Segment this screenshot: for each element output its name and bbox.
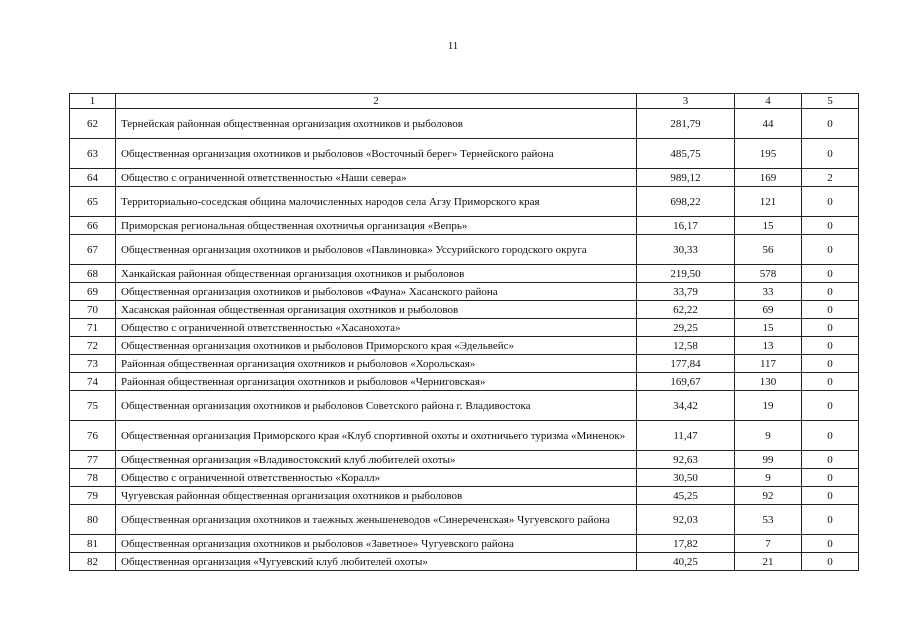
row-number: 73	[70, 355, 116, 373]
value-col-5: 0	[802, 139, 859, 169]
row-number: 78	[70, 469, 116, 487]
value-col-3: 30,50	[637, 469, 735, 487]
table-row	[70, 109, 859, 139]
value-col-4: 195	[735, 139, 802, 169]
value-col-5: 0	[802, 187, 859, 217]
value-col-4: 7	[735, 535, 802, 553]
value-col-3: 219,50	[637, 265, 735, 283]
value-col-5: 0	[802, 487, 859, 505]
header-cell: 3	[637, 94, 735, 109]
table-row	[70, 355, 859, 373]
table-body	[70, 109, 859, 571]
value-col-3: 29,25	[637, 319, 735, 337]
value-col-3: 17,82	[637, 535, 735, 553]
value-col-4: 9	[735, 469, 802, 487]
organization-name: Общественная организация охотников и таежных женьшеневодов «Синереченская» Чугуевского района	[116, 505, 637, 535]
organization-name: Территориально-соседская община малочисленных народов села Агзу Приморского края	[116, 187, 637, 217]
organization-name: Общественная организация охотников и рыболовов Советского района г. Владивостока	[116, 391, 637, 421]
value-col-4: 44	[735, 109, 802, 139]
organization-name: Общественная организация «Владивостокский клуб любителей охоты»	[116, 451, 637, 469]
value-col-4: 33	[735, 283, 802, 301]
organization-name: Районная общественная организация охотников и рыболовов «Хорольская»	[116, 355, 637, 373]
table-row	[70, 421, 859, 451]
value-col-5: 0	[802, 535, 859, 553]
row-number: 65	[70, 187, 116, 217]
value-col-5: 0	[802, 235, 859, 265]
table-row	[70, 187, 859, 217]
table-row	[70, 553, 859, 571]
value-col-3: 281,79	[637, 109, 735, 139]
organization-name: Ханкайская районная общественная организация охотников и рыболовов	[116, 265, 637, 283]
row-number: 74	[70, 373, 116, 391]
value-col-3: 62,22	[637, 301, 735, 319]
value-col-4: 13	[735, 337, 802, 355]
organization-name: Общественная организация Приморского края «Клуб спортивной охоты и охотничьего туризма «Миненок»	[116, 421, 637, 451]
value-col-5: 0	[802, 469, 859, 487]
value-col-3: 485,75	[637, 139, 735, 169]
value-col-3: 92,63	[637, 451, 735, 469]
value-col-4: 15	[735, 319, 802, 337]
row-number: 66	[70, 217, 116, 235]
value-col-3: 33,79	[637, 283, 735, 301]
organization-name: Хасанская районная общественная организация охотников и рыболовов	[116, 301, 637, 319]
table-row	[70, 451, 859, 469]
row-number: 63	[70, 139, 116, 169]
value-col-4: 92	[735, 487, 802, 505]
value-col-5: 0	[802, 283, 859, 301]
value-col-5: 0	[802, 319, 859, 337]
table-row	[70, 139, 859, 169]
value-col-4: 169	[735, 169, 802, 187]
value-col-5: 0	[802, 265, 859, 283]
organization-name: Общественная организация охотников и рыболовов Приморского края «Эдельвейс»	[116, 337, 637, 355]
organization-name: Тернейская районная общественная организация охотников и рыболовов	[116, 109, 637, 139]
organization-name: Районная общественная организация охотников и рыболовов «Черниговская»	[116, 373, 637, 391]
row-number: 67	[70, 235, 116, 265]
value-col-3: 12,58	[637, 337, 735, 355]
value-col-3: 40,25	[637, 553, 735, 571]
value-col-4: 15	[735, 217, 802, 235]
value-col-3: 169,67	[637, 373, 735, 391]
value-col-5: 0	[802, 109, 859, 139]
value-col-4: 21	[735, 553, 802, 571]
value-col-5: 0	[802, 505, 859, 535]
table-row	[70, 337, 859, 355]
value-col-3: 92,03	[637, 505, 735, 535]
table-row	[70, 283, 859, 301]
table-row	[70, 535, 859, 553]
value-col-5: 0	[802, 553, 859, 571]
row-number: 70	[70, 301, 116, 319]
row-number: 77	[70, 451, 116, 469]
header-cell: 5	[802, 94, 859, 109]
value-col-4: 9	[735, 421, 802, 451]
row-number: 71	[70, 319, 116, 337]
table-row	[70, 319, 859, 337]
value-col-3: 989,12	[637, 169, 735, 187]
organization-name: Общество с ограниченной ответственностью «Коралл»	[116, 469, 637, 487]
table-row	[70, 505, 859, 535]
row-number: 69	[70, 283, 116, 301]
organization-name: Приморская региональная общественная охотничья организация «Вепрь»	[116, 217, 637, 235]
table-row	[70, 301, 859, 319]
header-cell: 2	[116, 94, 637, 109]
row-number: 79	[70, 487, 116, 505]
row-number: 72	[70, 337, 116, 355]
value-col-3: 177,84	[637, 355, 735, 373]
header-row	[70, 94, 859, 109]
organization-name: Общественная организация «Чугуевский клуб любителей охоты»	[116, 553, 637, 571]
value-col-4: 121	[735, 187, 802, 217]
table-row	[70, 391, 859, 421]
organization-name: Общественная организация охотников и рыболовов «Заветное» Чугуевского района	[116, 535, 637, 553]
table-row	[70, 265, 859, 283]
value-col-3: 16,17	[637, 217, 735, 235]
value-col-5: 0	[802, 451, 859, 469]
value-col-4: 19	[735, 391, 802, 421]
organization-name: Общественная организация охотников и рыболовов «Фауна» Хасанского района	[116, 283, 637, 301]
row-number: 62	[70, 109, 116, 139]
table-row	[70, 169, 859, 187]
row-number: 68	[70, 265, 116, 283]
value-col-4: 99	[735, 451, 802, 469]
organization-name: Общество с ограниченной ответственностью «Наши севера»	[116, 169, 637, 187]
table-row	[70, 487, 859, 505]
value-col-5: 0	[802, 217, 859, 235]
value-col-5: 0	[802, 301, 859, 319]
header-cell: 4	[735, 94, 802, 109]
value-col-5: 0	[802, 337, 859, 355]
value-col-4: 117	[735, 355, 802, 373]
value-col-5: 2	[802, 169, 859, 187]
table-row	[70, 235, 859, 265]
header-cell: 1	[70, 94, 116, 109]
organization-name: Общественная организация охотников и рыболовов «Павлиновка» Уссурийского городского округа	[116, 235, 637, 265]
value-col-3: 45,25	[637, 487, 735, 505]
value-col-3: 698,22	[637, 187, 735, 217]
value-col-4: 130	[735, 373, 802, 391]
organization-name: Общество с ограниченной ответственностью «Хасанохота»	[116, 319, 637, 337]
value-col-5: 0	[802, 421, 859, 451]
value-col-5: 0	[802, 373, 859, 391]
value-col-3: 11,47	[637, 421, 735, 451]
value-col-5: 0	[802, 355, 859, 373]
organizations-table	[69, 93, 859, 571]
table-row	[70, 217, 859, 235]
table-row	[70, 373, 859, 391]
row-number: 82	[70, 553, 116, 571]
value-col-3: 30,33	[637, 235, 735, 265]
value-col-4: 578	[735, 265, 802, 283]
page-number: 11	[447, 40, 459, 52]
value-col-4: 56	[735, 235, 802, 265]
value-col-5: 0	[802, 391, 859, 421]
organization-name: Общественная организация охотников и рыболовов «Восточный берег» Тернейского района	[116, 139, 637, 169]
table-row	[70, 469, 859, 487]
row-number: 75	[70, 391, 116, 421]
row-number: 80	[70, 505, 116, 535]
value-col-3: 34,42	[637, 391, 735, 421]
row-number: 81	[70, 535, 116, 553]
value-col-4: 53	[735, 505, 802, 535]
value-col-4: 69	[735, 301, 802, 319]
organization-name: Чугуевская районная общественная организация охотников и рыболовов	[116, 487, 637, 505]
row-number: 64	[70, 169, 116, 187]
row-number: 76	[70, 421, 116, 451]
